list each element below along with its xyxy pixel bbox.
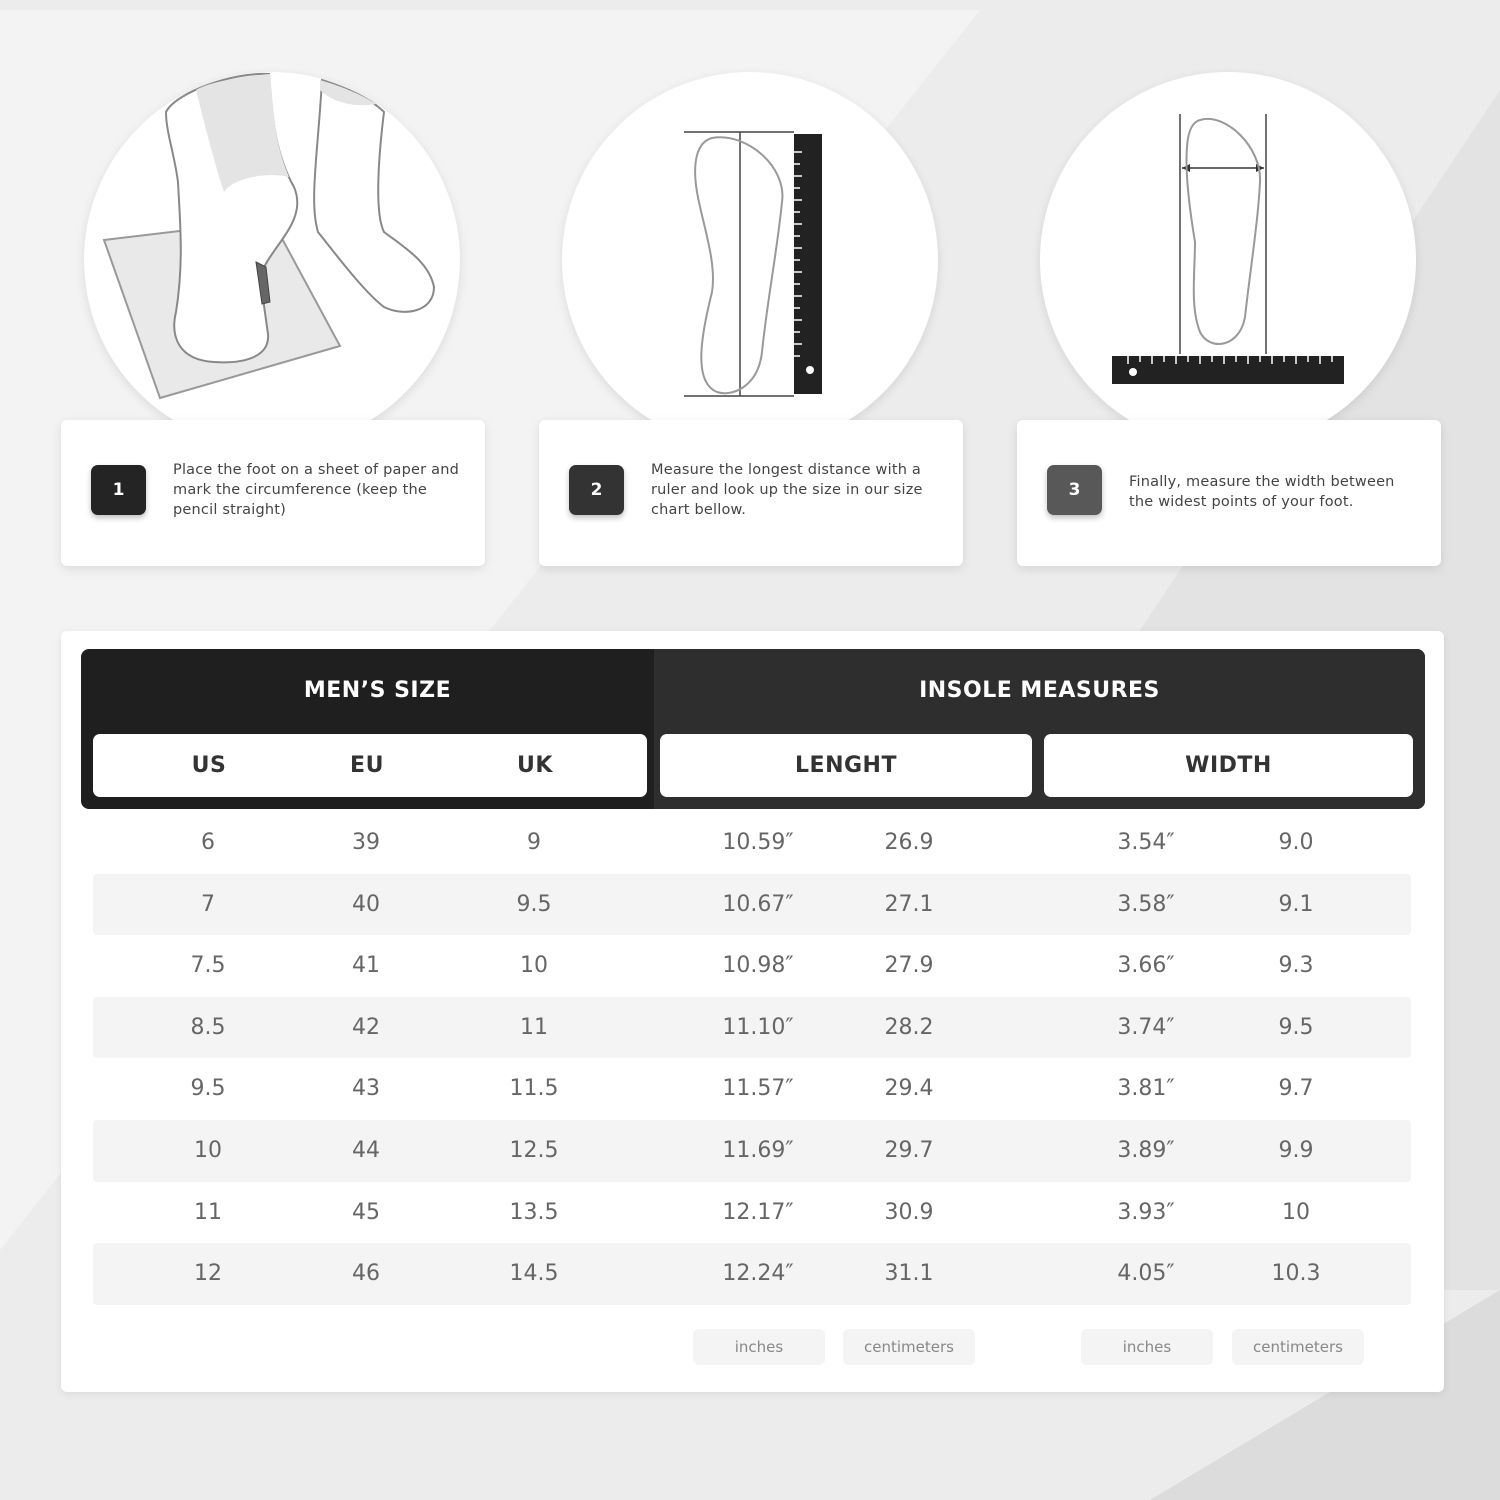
cell-wid-in: 3.81″ [1117, 1076, 1175, 1102]
table-row [93, 1058, 1411, 1120]
cell-len-in: 12.24″ [722, 1261, 794, 1287]
step-2-text: Measure the longest distance with a ruler and look up the size in our size chart bellow. [651, 462, 923, 518]
cell-wid-in: 3.58″ [1117, 891, 1175, 917]
cell-len-cm: 26.9 [884, 830, 934, 855]
table-row [93, 812, 1411, 874]
col-header-eu: EU [350, 753, 384, 778]
step-2-number: 2 [569, 465, 624, 515]
foot-length-ruler-icon [562, 72, 938, 448]
step-3-card [1017, 420, 1441, 566]
cell-wid-cm: 9.7 [1278, 1076, 1314, 1102]
col-header-length: LENGHT [795, 753, 897, 778]
cell-len-in: 11.57″ [722, 1076, 794, 1102]
cell-uk: 13.5 [509, 1199, 559, 1225]
cell-len-cm: 29.7 [884, 1138, 934, 1163]
col-header-us: US [191, 753, 227, 778]
table-row [93, 1243, 1411, 1305]
cell-eu: 46 [352, 1261, 380, 1287]
cell-len-cm: 27.9 [884, 953, 934, 979]
cell-wid-in: 3.89″ [1117, 1138, 1175, 1163]
cell-len-cm: 31.1 [884, 1261, 934, 1287]
cell-uk: 12.5 [509, 1138, 559, 1163]
cell-eu: 40 [352, 891, 380, 917]
cell-len-in: 11.10″ [722, 1014, 794, 1040]
cell-uk: 11.5 [509, 1076, 559, 1102]
foot-on-paper-icon [84, 72, 460, 448]
cell-wid-cm: 9.0 [1278, 830, 1314, 855]
length-centimeters-unit: centimeters [843, 1329, 975, 1365]
cell-wid-in: 3.54″ [1117, 830, 1175, 855]
cell-eu: 39 [352, 830, 380, 855]
step-1-text: Place the foot on a sheet of paper and mark the circumference (keep the pencil straight) [173, 462, 460, 518]
cell-wid-cm: 10.3 [1271, 1261, 1321, 1287]
cell-uk: 10 [520, 953, 548, 979]
cell-len-cm: 28.2 [884, 1014, 934, 1040]
table-row [93, 1182, 1411, 1244]
step-1-card [61, 420, 485, 566]
cell-eu: 43 [352, 1076, 380, 1102]
cell-len-in: 11.69″ [722, 1138, 794, 1163]
table-row [93, 874, 1411, 936]
mens-size-title: MEN’S SIZE [303, 678, 452, 703]
width-inches-unit: inches [1081, 1329, 1213, 1365]
cell-us: 7 [201, 891, 215, 917]
cell-eu: 41 [352, 953, 380, 979]
cell-uk: 14.5 [509, 1261, 559, 1287]
cell-len-cm: 29.4 [884, 1076, 934, 1102]
cell-eu: 45 [352, 1199, 380, 1225]
cell-us: 8.5 [190, 1014, 226, 1040]
foot-width-ruler-icon [1040, 72, 1416, 448]
cell-wid-cm: 9.9 [1278, 1138, 1314, 1163]
cell-wid-cm: 9.3 [1278, 953, 1314, 979]
cell-wid-in: 3.66″ [1117, 953, 1175, 979]
cell-us: 12 [194, 1261, 222, 1287]
cell-uk: 9.5 [516, 891, 552, 917]
cell-uk: 9 [527, 830, 541, 855]
step-3-illustration [1040, 72, 1416, 448]
step-1-number: 1 [91, 465, 146, 515]
step-3-text: Finally, measure the width between the widest points of your foot. [1129, 474, 1395, 510]
cell-wid-in: 3.74″ [1117, 1014, 1175, 1040]
table-row [93, 935, 1411, 997]
cell-len-in: 10.98″ [722, 953, 794, 979]
step-3-number: 3 [1047, 465, 1102, 515]
cell-len-cm: 27.1 [884, 891, 934, 917]
width-centimeters-unit: centimeters [1232, 1329, 1364, 1365]
step-2-card [539, 420, 963, 566]
cell-len-cm: 30.9 [884, 1199, 934, 1225]
cell-wid-in: 4.05″ [1117, 1261, 1175, 1287]
cell-uk: 11 [520, 1014, 548, 1040]
cell-us: 9.5 [190, 1076, 226, 1102]
cell-us: 10 [194, 1138, 222, 1163]
cell-len-in: 10.67″ [722, 891, 794, 917]
insole-measures-title: INSOLE MEASURES [919, 678, 1160, 703]
cell-wid-cm: 9.5 [1278, 1014, 1314, 1040]
cell-wid-cm: 10 [1282, 1199, 1310, 1225]
table-row [93, 997, 1411, 1059]
cell-len-in: 12.17″ [722, 1199, 794, 1225]
cell-wid-in: 3.93″ [1117, 1199, 1175, 1225]
col-header-uk: UK [517, 753, 553, 778]
cell-us: 11 [194, 1199, 222, 1225]
cell-us: 6 [201, 830, 215, 855]
cell-eu: 44 [352, 1138, 380, 1163]
table-row [93, 1120, 1411, 1182]
cell-len-in: 10.59″ [722, 830, 794, 855]
cell-us: 7.5 [190, 953, 226, 979]
table-header [81, 649, 1425, 809]
length-inches-unit: inches [693, 1329, 825, 1365]
cell-wid-cm: 9.1 [1278, 891, 1314, 917]
step-2-illustration [562, 72, 938, 448]
col-header-width: WIDTH [1185, 753, 1272, 778]
size-chart-table [61, 631, 1444, 1392]
step-1-illustration [84, 72, 460, 448]
cell-eu: 42 [352, 1014, 380, 1040]
